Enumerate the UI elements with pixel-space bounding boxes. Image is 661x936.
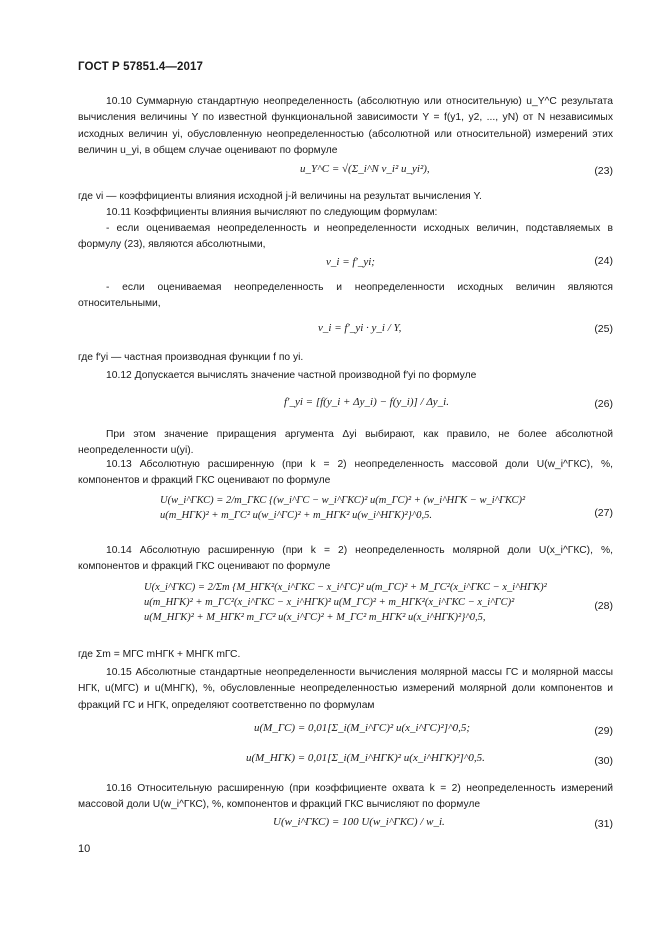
paragraph-10-15: 10.15 Абсолютные стандартные неопределенности вычисления молярной массы ГС и молярной массы НГК, u(MГС) и u(MНГК), %, обусловленные неопределенностью измерений молярной доли компонентов и фракций ГС и НГК, определяют соответственно по формулам [78, 667, 613, 711]
paragraph-delta: При этом значение приращения аргумента Δyi выбирают, как правило, не более абсолютной неопределенности u(yi). [78, 429, 613, 457]
formula-26: f′_yi = [f(y_i + Δy_i) − f(y_i)] / Δy_i. [284, 396, 449, 408]
paragraph-absolute-case: - если оцениваемая неопределенность и неопределенности исходных величин, подставляемых в формулу (23), являются абсолютными, [78, 223, 613, 251]
formula-24: v_i = f′_yi; [326, 256, 375, 268]
formula-31: U(w_i^ГКС) = 100 U(w_i^ГКС) / w_i. [273, 816, 445, 828]
formula-number-30: (30) [594, 755, 613, 767]
formula-25: v_i = f′_yi · y_i / Y, [318, 322, 402, 334]
formula-number-26: (26) [594, 398, 613, 410]
paragraph-10-10: 10.10 Суммарную стандартную неопределенность (абсолютную или относительную) u_Y^C результата вычисления величины Y по известной функциональной зависимости Y = f(y1, y2, ..., yN) от N независимых исходных величин yi, обусловленную неопределенностью (абсолютной или относительной) измерений этих величин u_yi, в общем случае оценивают по формуле [78, 96, 613, 157]
formula-28: U(x_i^ГКС) = 2/Σm {M_НГК²(x_i^ГКС − x_i^ГС)² u(m_ГС)² + M_ГС²(x_i^ГКС − x_i^НГК)² u(m_НГК)² + m_ГС²(x_i^ГКС − x_i^НГК)² u(M_ГС)² + m_НГК²(x_i^ГКС − x_i^ГС)² u(M_НГК)² + M_НГК² m_ГС² u(x_i^ГС)² + M_ГС² m_НГК² u(x_i^НГК)²}^0,5, [144, 582, 547, 623]
formula-number-29: (29) [594, 725, 613, 737]
formula-29: u(M_ГС) = 0,01[Σ_i(M_i^ГС)² u(x_i^ГС)²]^0,5; [254, 722, 471, 734]
formula-number-31: (31) [594, 818, 613, 830]
document-header: ГОСТ Р 57851.4—2017 [78, 61, 203, 73]
paragraph-relative-case: - если оцениваемая неопределенность и неопределенности исходных величин являются относительными, [78, 282, 613, 310]
paragraph-10-11: 10.11 Коэффициенты влияния вычисляют по следующим формулам: [106, 207, 438, 218]
paragraph-10-14: 10.14 Абсолютную расширенную (при k = 2) неопределенность молярной доли U(x_i^ГКС), %, компонентов и фракций ГКС оценивают по формуле [78, 545, 613, 573]
paragraph-sum-definition: где Σm = MГС mНГК + MНГК mГС. [78, 649, 241, 660]
formula-number-24: (24) [594, 255, 613, 267]
formula-number-27: (27) [594, 507, 613, 519]
page-number: 10 [78, 843, 91, 855]
formula-23: u_Y^C = √(Σ_i^N v_i² u_yi²), [300, 163, 430, 175]
paragraph-vi-definition: где vi — коэффициенты влияния исходной j-й величины на результат вычисления Y. [78, 191, 482, 202]
formula-number-23: (23) [594, 165, 613, 177]
paragraph-10-12: 10.12 Допускается вычислять значение частной производной f′yi по формуле [106, 370, 477, 381]
formula-30: u(M_НГК) = 0,01[Σ_i(M_i^НГК)² u(x_i^НГК)²]^0,5. [246, 752, 485, 764]
paragraph-10-13: 10.13 Абсолютную расширенную (при k = 2) неопределенность массовой доли U(w_i^ГКС), %, компонентов и фракций ГКС оценивают по формуле [78, 459, 613, 487]
formula-number-28: (28) [594, 600, 613, 612]
paragraph-10-16: 10.16 Относительную расширенную (при коэффициенте охвата k = 2) неопределенность измерений массовой доли U(w_i^ГКС), %, компонентов и фракций ГКС вычисляют по формуле [78, 783, 613, 811]
formula-number-25: (25) [594, 323, 613, 335]
formula-27: U(w_i^ГКС) = 2/m_ГКС {(w_i^ГС − w_i^ГКС)² u(m_ГС)² + (w_i^НГК − w_i^ГКС)² u(m_НГК)² + m_ГС² u(w_i^ГС)² + m_НГК² u(w_i^НГК)²}^0,5. [160, 495, 526, 521]
paragraph-partial-derivative: где f′yi — частная производная функции f по yi. [78, 352, 304, 363]
